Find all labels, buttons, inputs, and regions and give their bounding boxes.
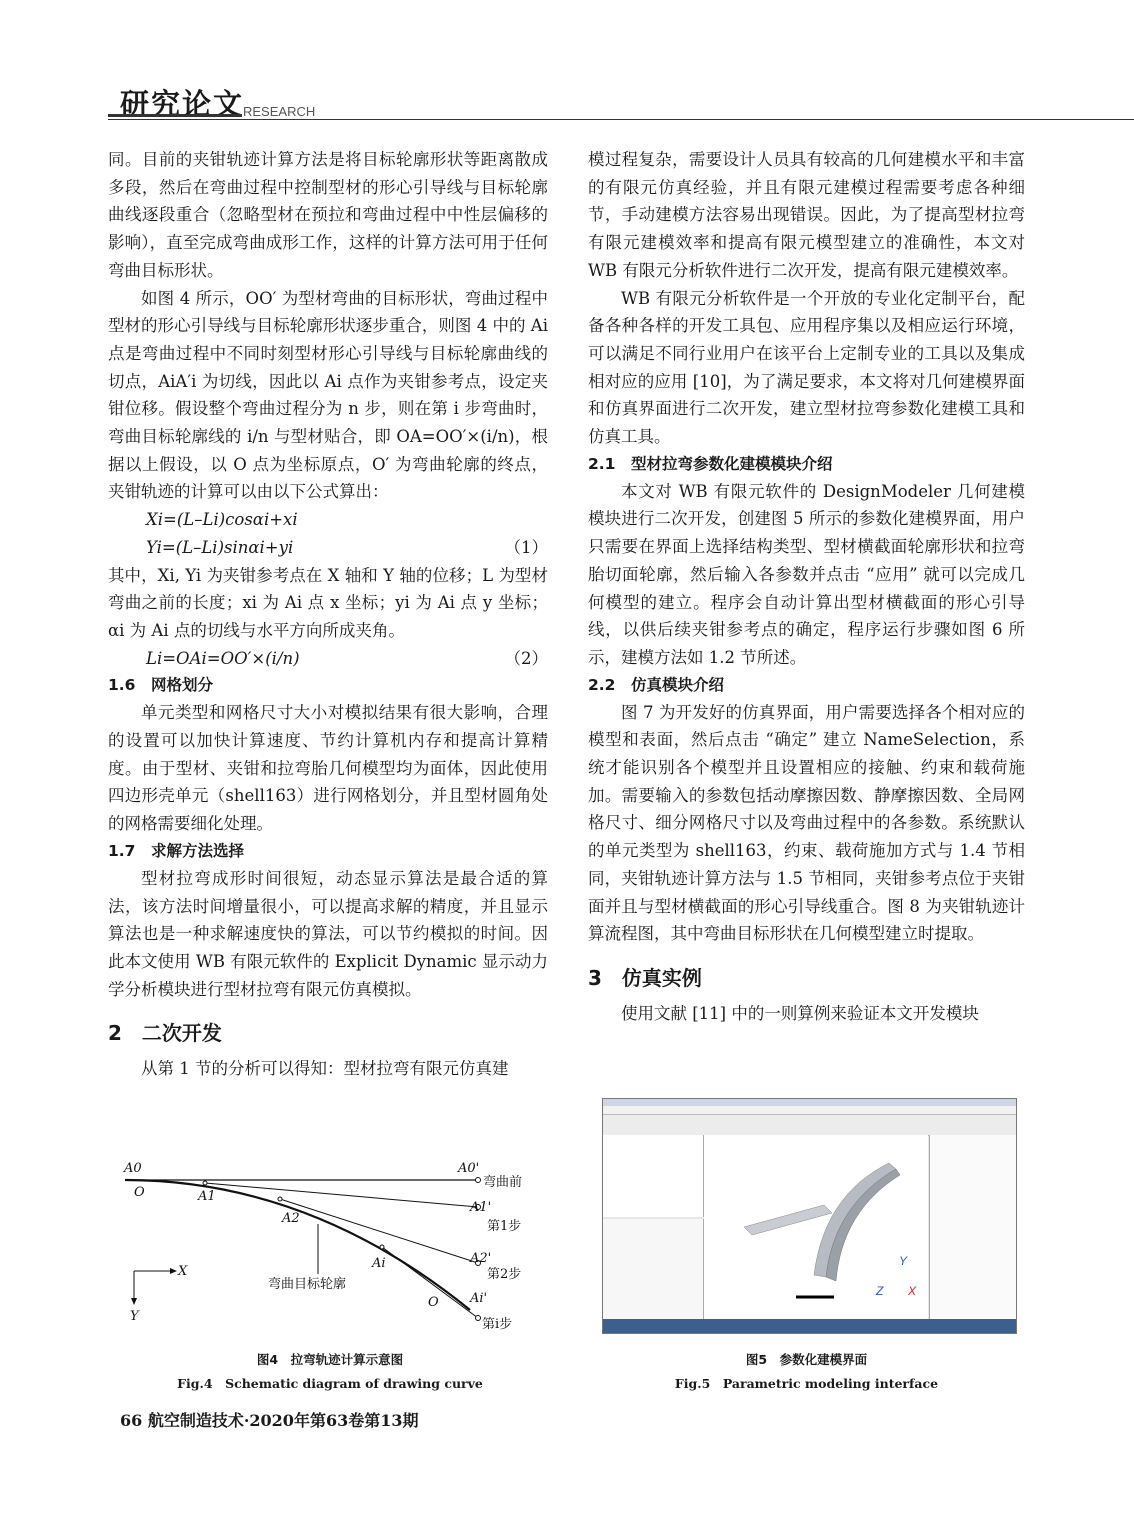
label-x-axis: X [178,1264,188,1279]
journal-section-title: 研究论文 [120,87,245,121]
right-column [588,146,1025,1028]
formula-1b: Yi=(L–Li)sinαi+yi （1） [108,534,548,562]
label-step1: 第1步 [487,1219,522,1234]
details-panel [603,1219,704,1319]
label-target-curve: 弯曲目标轮廓 [268,1277,347,1292]
figure-5-screenshot [602,1098,1017,1334]
paragraph: WB 有限元分析软件是一个开放的专业化定制平台，配备各种各样的开发工具包、应用程序集以及相应运行环境，可以满足不同行业用户在该平台上定制专业的工具以及集成相对应的应用 [10]，为了满足要求，本文将对几何建模界面和仿真界面进行二次开发，建立型材拉弯参数化建模工具和仿真工具。 [588,288,1025,447]
app-toolbar [603,1115,1016,1136]
paragraph: 使用文献 [11] 中的一则算例来验证本文开发模块 [621,1003,979,1023]
label-a2-prime: A2' [470,1251,492,1266]
paragraph: 图 7 为开发好的仿真界面，用户需要选择各个相对应的模型和表面，然后点击 “确定” 建立 NameSelection，系统才能识别各个模型并且设置相应的接触、约束和载荷施加。需要输入的参数包括动摩擦因数、静摩擦因数、全局网格尺寸、细分网格尺寸以及弯曲过程中的各参数。系统默认的单元类型为 shell163，约束、载荷施加方式与 1.4 节相同，夹钳轨迹计算方法与 1.5 节相同，夹钳参考点位于夹钳面并且与型材横截面的形心引导线重合。图 8 为夹钳轨迹计算流程图，其中弯曲目标形状在几何模型建立时提取。 [588,702,1025,944]
section-heading-2-2: 2.2 仿真模块介绍 [588,675,724,694]
figure-4-caption-zh: 图4 拉弯轨迹计算示意图 [256,1352,404,1367]
section-heading-2-1: 2.1 型材拉弯参数化建模模块介绍 [588,454,833,473]
label-a1: A1 [198,1189,216,1204]
section-heading-1-6: 1.6 网格划分 [108,676,213,695]
label-stepi: 第i步 [482,1317,513,1332]
label-a0-prime: A0' [458,1161,480,1176]
section-heading-3: 3 仿真实例 [588,965,702,990]
page-footer: 66 航空制造技术·2020年第63卷第13期 [120,1411,419,1430]
paragraph: 从第 1 节的分析可以得知：型材拉弯有限元仿真建 [141,1059,509,1079]
label-a2: A2 [282,1211,300,1226]
label-o-end: O [428,1295,439,1310]
label-before: 弯曲前 [483,1175,523,1190]
app-titlebar [603,1099,1016,1106]
label-y-axis: Y [130,1309,139,1324]
parameter-panel [929,1135,1017,1319]
model-viewport [704,1135,928,1319]
label-ai: Ai [372,1256,386,1271]
section-heading-1-7: 1.7 求解方法选择 [108,841,244,860]
label-step2: 第2步 [487,1267,522,1282]
figure-5-caption-zh: 图5 参数化建模界面 [745,1352,868,1367]
equation-number: （2） [504,648,548,668]
app-menubar [603,1106,1016,1115]
header-rule-thick [108,114,242,117]
paragraph: 模过程复杂，需要设计人员具有较高的几何建模水平和丰富的有限元仿真经验，并且有限元建模过程需要考虑各种细节，手动建模方法容易出现错误。因此，为了提高型材拉弯有限元建模效率和提高有限元模型建立的准确性，本文对 WB 有限元分析软件进行二次开发，提高有限元建模效率。 [588,150,1025,280]
os-taskbar [603,1319,1016,1333]
formula-2: Li=OAi=OO′×(i/n) （2） [108,645,548,673]
paragraph: 本文对 WB 有限元软件的 DesignModeler 几何建模模块进行二次开发，创建图 5 所示的参数化建模界面，用户只需要在界面上选择结构类型、型材横截面轮廓形状和拉弯胎切面轮廓，然后输入各参数并点击 “应用” 就可以完成几何模型的建立。程序会自动计算出型材横截面的形心引导线，以供后续夹钳参考点的确定，程序运行步骤如图 6 所示，建模方法如 1.2 节所述。 [588,481,1025,667]
paragraph: 其中，Xi, Yi 为夹钳参考点在 X 轴和 Y 轴的位移；L 为型材弯曲之前的长度；xi 为 Ai 点 x 坐标；yi 为 Ai 点 y 坐标；αi 为 Ai 点的切线与水平方向所成夹角。 [108,565,548,640]
label-a1-prime: A1' [470,1200,492,1215]
left-column [108,146,548,1083]
equation-number: （1） [504,537,548,557]
figure-4-diagram [110,1150,550,1335]
header-rule [108,119,1134,120]
journal-section-subtitle: RESEARCH [243,104,316,119]
paragraph: 单元类型和网格尺寸大小对模拟结果有很大影响，合理的设置可以加快计算速度、节约计算机内存和提高计算精度。由于型材、夹钳和拉弯胎几何模型均为面体，因此使用四边形壳单元（shell163）进行网格划分，并且型材圆角处的网格需要细化处理。 [108,703,548,834]
viewport-axis-x: X [908,1284,917,1298]
figure-5-caption-en: Fig.5 Parametric modeling interface [674,1376,939,1391]
paragraph: 如图 4 所示，OO′ 为型材弯曲的目标形状，弯曲过程中型材的形心引导线与目标轮廓形状逐步重合，则图 4 中的 Ai 点是弯曲过程中不同时刻型材形心引导线与目标轮廓曲线的切点，AiA′i 为切线，因此以 Ai 点作为夹钳参考点，设定夹钳位移。假设整个弯曲过程分为 n 步，则在第 i 步弯曲时，弯曲目标轮廓线的 i/n 与型材贴合，即 OA=OO′×(i/n)，根据以上假设，以 O 点为坐标原点，O′ 为弯曲轮廓的终点，夹钳轨迹的计算可以由以下公式算出： [108,288,548,502]
label-a0: A0 [124,1161,142,1176]
model-tree-panel [603,1135,704,1217]
label-o-start: O [134,1185,145,1200]
formula-1a: Xi=(L–Li)cosαi+xi [146,510,298,530]
viewport-axis-y: Y [899,1254,908,1268]
paragraph: 型材拉弯成形时间很短，动态显示算法是最合适的算法，该方法时间增量很小，可以提高求解的精度，并且显示算法也是一种求解速度快的算法，可以节约模拟的时间。因此本文使用 WB 有限元软件的 Explicit Dynamic 显示动力学分析模块进行型材拉弯有限元仿真模拟。 [108,868,548,999]
label-ai-prime: Ai' [470,1291,488,1306]
paragraph: 同。目前的夹钳轨迹计算方法是将目标轮廓形状等距离散成多段，然后在弯曲过程中控制型材的形心引导线与目标轮廓曲线逐段重合（忽略型材在预拉和弯曲过程中中性层偏移的影响），直至完成弯曲成形工作，这样的计算方法可用于任何弯曲目标形状。 [108,150,548,280]
figure-4-caption-en: Fig.4 Schematic diagram of drawing curve [177,1376,483,1391]
section-heading-2: 2 二次开发 [108,1021,222,1046]
viewport-axis-z: Z [876,1284,884,1298]
